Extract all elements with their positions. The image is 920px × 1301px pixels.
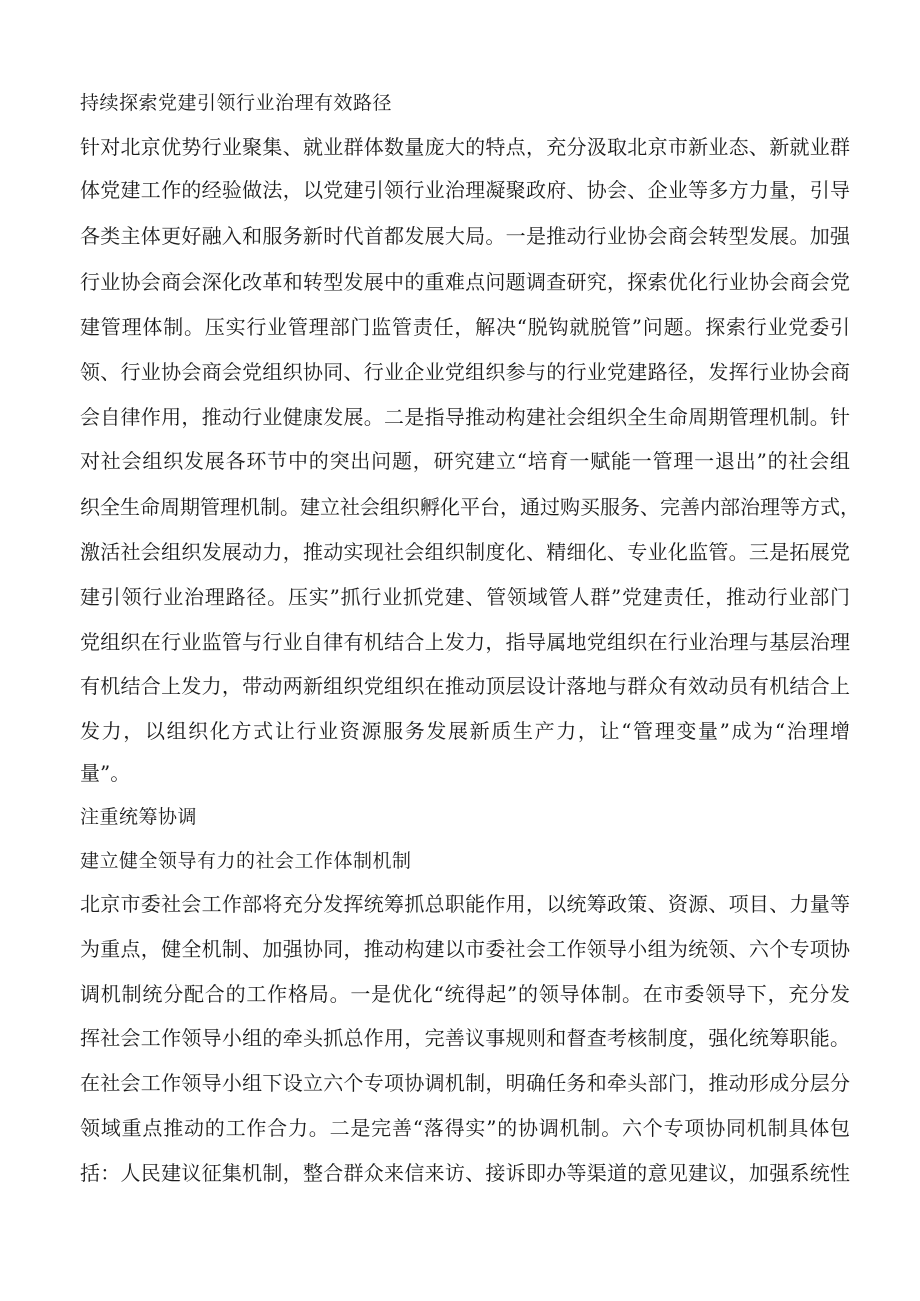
paragraph-line: 体党建工作的经验做法，以党建引领行业治理凝聚政府、协会、企业等多方力量，引导 <box>80 178 850 202</box>
paragraph-line: 有机结合上发力，带动两新组织党组织在推动顶层设计落地与群众有效动员有机结合上 <box>80 674 850 698</box>
paragraph-line: 发力，以组织化方式让行业资源服务发展新质生产力，让“管理变量”成为“治理增 <box>80 719 850 743</box>
paragraph-line: 北京市委社会工作部将充分发挥统筹抓总职能作用，以统筹政策、资源、项目、力量等 <box>80 892 850 916</box>
paragraph-line: 各类主体更好融入和服务新时代首都发展大局。一是推动行业协会商会转型发展。加强 <box>80 224 850 248</box>
paragraph-line: 会自律作用，推动行业健康发展。二是指导推动构建社会组织全生命周期管理机制。针 <box>80 405 850 429</box>
paragraph-line: 行业协会商会深化改革和转型发展中的重难点问题调查研究，探索优化行业协会商会党 <box>80 270 850 294</box>
paragraph-line: 量”。 <box>80 761 131 785</box>
paragraph-line: 挥社会工作领导小组的牵头抓总作用，完善议事规则和督查考核制度，强化统筹职能。 <box>80 1026 850 1050</box>
paragraph-line: 激活社会组织发展动力，推动实现社会组织制度化、精细化、专业化监管。三是拓展党 <box>80 540 850 564</box>
paragraph-line: 调机制统分配合的工作格局。一是优化“统得起”的领导体制。在市委领导下，充分发 <box>80 982 850 1006</box>
paragraph-line: 在社会工作领导小组下设立六个专项协调机制，明确任务和牵头部门，推动形成分层分 <box>80 1071 850 1095</box>
paragraph-line: 对社会组织发展各环节中的突出问题，研究建立“培育一赋能一管理一退出”的社会组 <box>80 449 850 473</box>
paragraph-line: 党组织在行业监管与行业自律有机结合上发力，指导属地党组织在行业治理与基层治理 <box>80 630 850 654</box>
paragraph-line: 建管理体制。压实行业管理部门监管责任，解决“脱钩就脱管”问题。探索行业党委引 <box>80 315 850 339</box>
paragraph-line: 织全生命周期管理机制。建立社会组织孵化平台，通过购买服务、完善内部治理等方式， <box>80 495 860 519</box>
section-heading-industry-governance: 持续探索党建引领行业治理有效路径 <box>80 92 393 114</box>
paragraph-line: 领域重点推动的工作合力。二是完善“落得实”的协调机制。六个专项协同机制具体包 <box>80 1116 850 1140</box>
section-subheading-leadership-mechanism: 建立健全领导有力的社会工作体制机制 <box>80 850 412 872</box>
paragraph-line: 领、行业协会商会党组织协同、行业企业党组织参与的行业党建路径，发挥行业协会商 <box>80 360 850 384</box>
paragraph-line: 为重点，健全机制、加强协同，推动构建以市委社会工作领导小组为统领、六个专项协 <box>80 937 850 961</box>
section-heading-coordination: 注重统筹协调 <box>80 806 198 828</box>
paragraph-line: 针对北京优势行业聚集、就业群体数量庞大的特点，充分汲取北京市新业态、新就业群 <box>80 135 850 159</box>
paragraph-line: 建引领行业治理路径。压实”抓行业抓党建、管领域管人群”党建责任，推动行业部门 <box>80 585 850 609</box>
paragraph-line: 括：人民建议征集机制，整合群众来信来访、接诉即办等渠道的意见建议，加强系统性 <box>80 1161 850 1185</box>
